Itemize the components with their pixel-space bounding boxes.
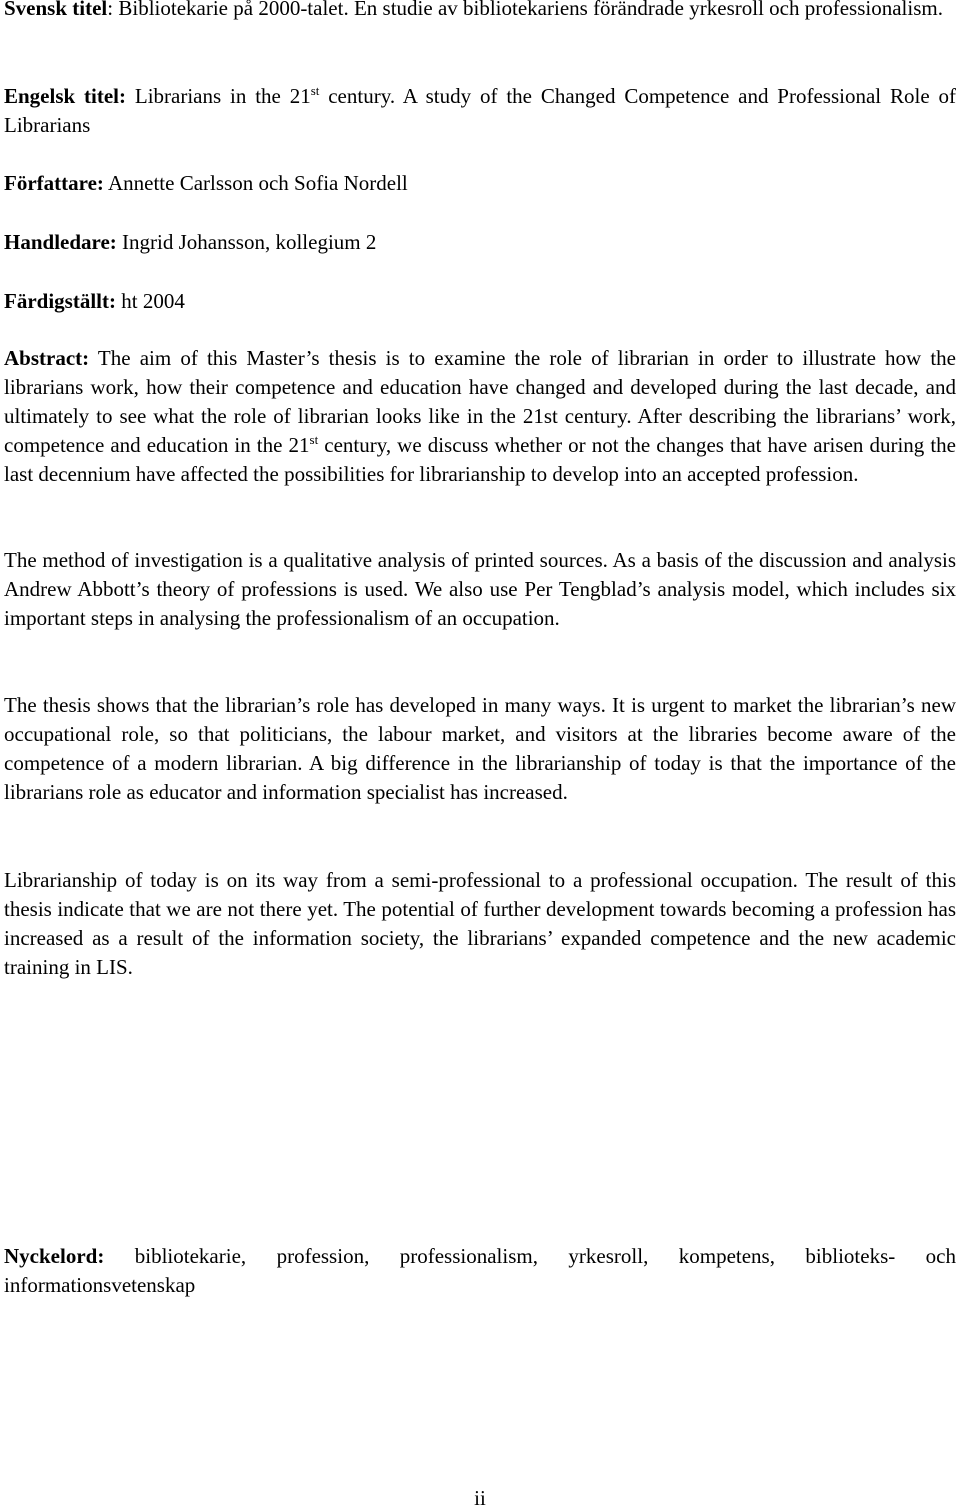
abstract-paragraph-3: The thesis shows that the librarian’s role has developed in many ways. It is urgent to market the librarian’s new occupational role, so that politicians, the labour market, and visitors at the libraries become aware of the competence of a modern librarian. A big difference in the librarianship of today is that the importance of the librarians role as educator and information specialist has increased.	[4, 693, 956, 804]
keywords-label: Nyckelord:	[4, 1244, 105, 1268]
supervisor	[4, 228, 956, 257]
abstract-paragraph-1	[4, 344, 956, 489]
swedish-title-label: Svensk titel	[4, 0, 108, 20]
abstract-paragraph-4: Librarianship of today is on its way from a semi-professional to a professional occupation. The result of this thesis indicate that we are not there yet. The potential of further development towards becoming a profession has increased as a result of the information society, the librarians’ expanded competence and the new academic training in LIS.	[4, 868, 956, 979]
english-title-text-b: century. A study of the Changed Competence and Professional Role of Librarians	[4, 84, 956, 137]
keywords-text: bibliotekarie, profession, professionalism, yrkesroll, kompetens, biblioteks- och informationsvetenskap	[4, 1244, 956, 1297]
english-title	[4, 82, 956, 140]
abstract-p1-text-a: The aim of this Master’s thesis is to examine the role of librarian in order to illustrate how the librarians work, how their competence and education have changed and developed during the last decade, and ultimately to see what the role of librarian looks like in the 21st century. After describing the librarians’ work, competence and education in the 21	[4, 346, 956, 457]
english-title-text-a: Librarians in the 21	[126, 84, 311, 108]
abstract-label: Abstract:	[4, 346, 90, 370]
abstract-p1-superscript: st	[309, 432, 319, 447]
abstract-p1-text-b: century, we discuss whether or not the changes that have arisen during the last decennium have affected the possibilities for librarianship to develop into an accepted profession.	[4, 433, 956, 486]
authors-text: Annette Carlsson och Sofia Nordell	[103, 171, 408, 195]
swedish-title-colon: :	[107, 0, 114, 20]
supervisor-label: Handledare:	[4, 230, 117, 254]
swedish-title	[4, 0, 956, 23]
completed	[4, 287, 956, 316]
completed-label: Färdigställt:	[4, 289, 116, 313]
authors	[4, 169, 956, 198]
english-title-superscript: st	[310, 83, 320, 98]
swedish-title-text: Bibliotekarie på 2000-talet. En studie av bibliotekariens förändrade yrkesroll och professionalism.	[113, 0, 943, 20]
authors-label: Författare:	[4, 171, 104, 195]
supervisor-text: Ingrid Johansson, kollegium 2	[116, 230, 377, 254]
page-number: ii	[474, 1486, 486, 1510]
english-title-label: Engelsk titel:	[4, 84, 127, 108]
abstract-paragraph-2: The method of investigation is a qualitative analysis of printed sources. As a basis of the discussion and analysis Andrew Abbott’s theory of professions is used. We also use Per Tengblad’s analysis model, which includes six important steps in analysing the professionalism of an occupation.	[4, 548, 956, 630]
keywords	[4, 1242, 956, 1300]
completed-text: ht 2004	[115, 289, 185, 313]
